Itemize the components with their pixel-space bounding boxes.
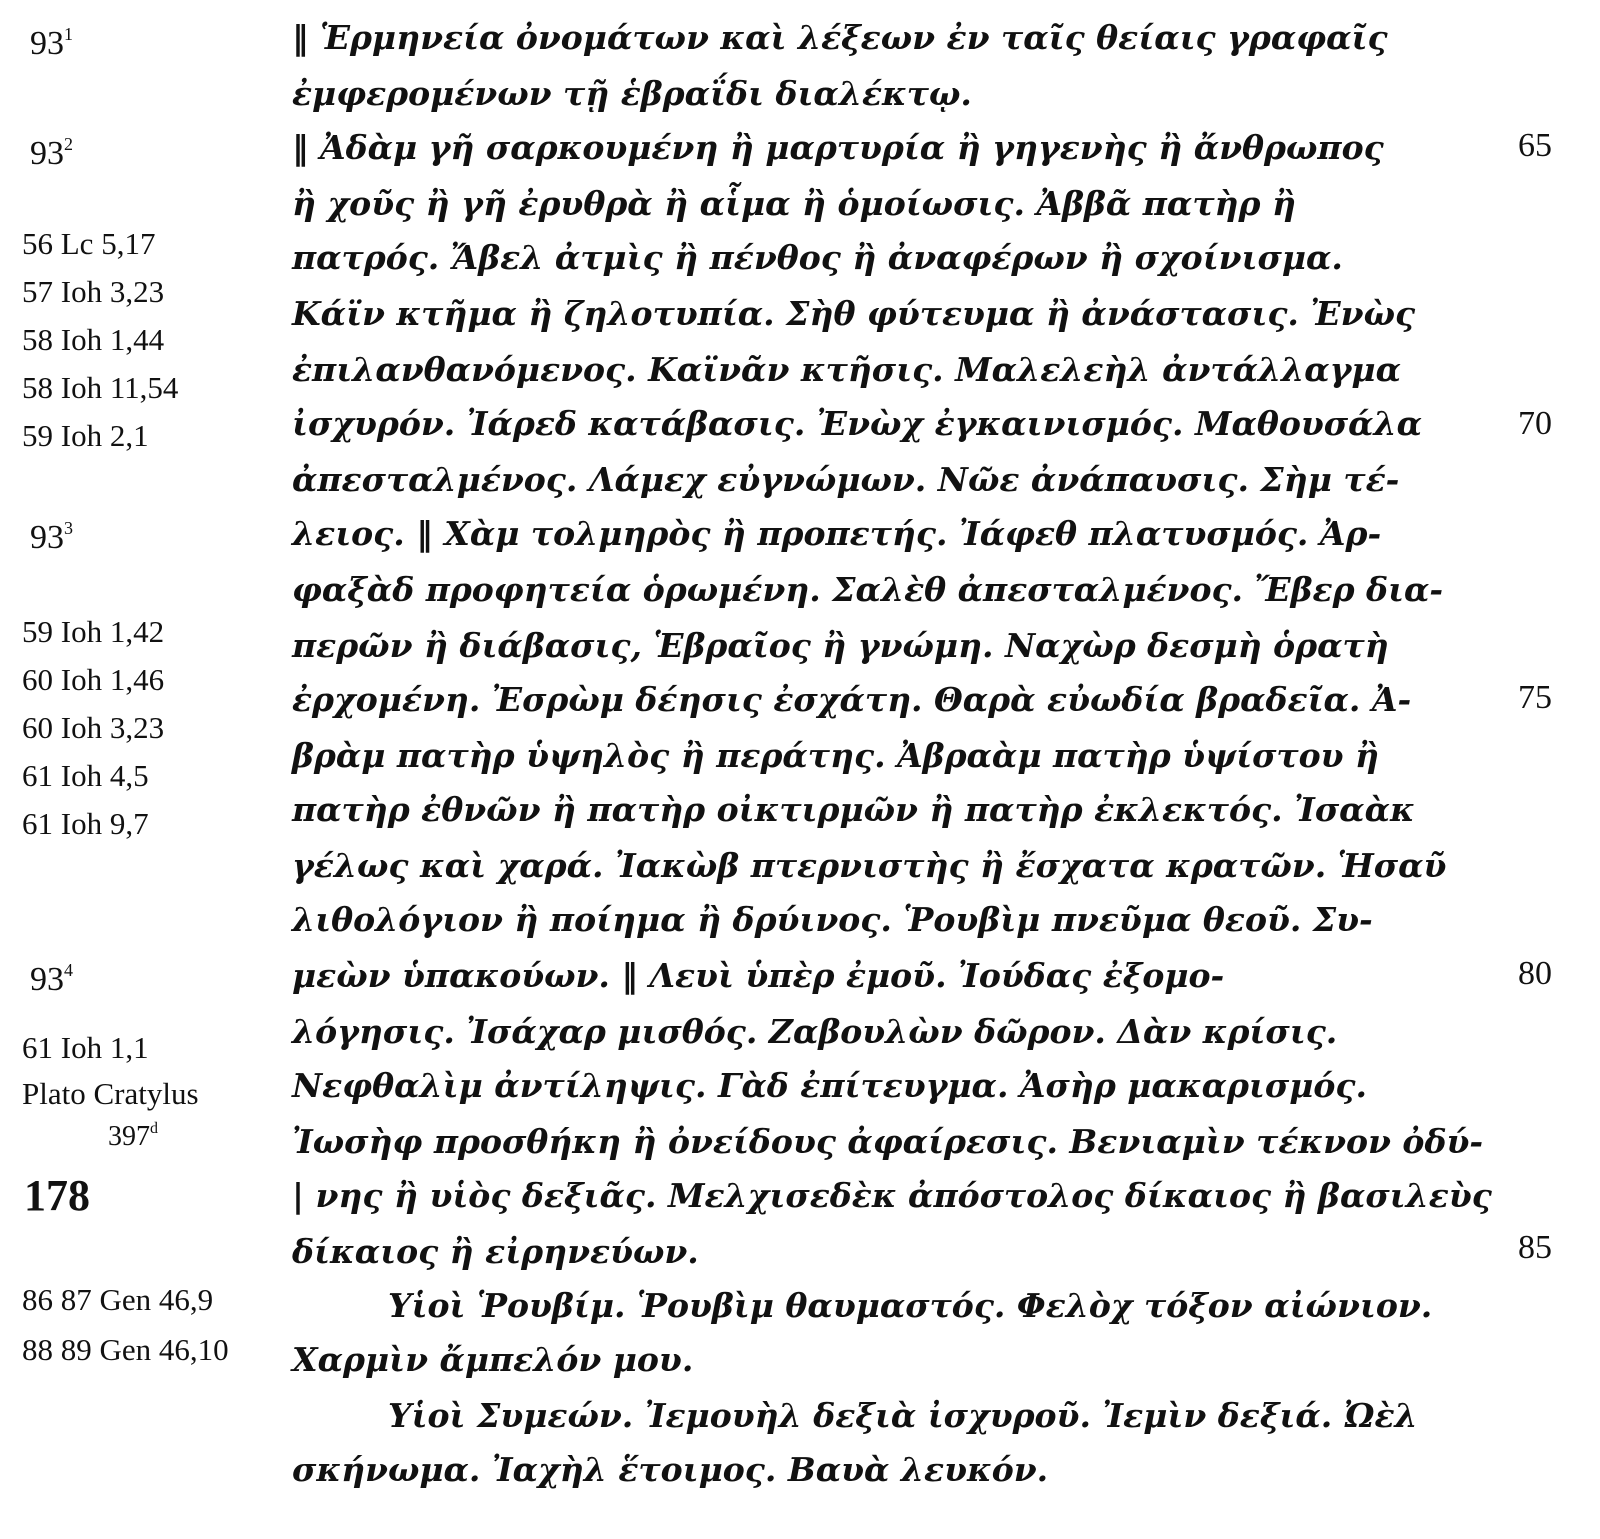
margin-citation: 61 Ioh 4,5 bbox=[22, 758, 149, 793]
text-line: ἢ χοῦς ἢ γῆ ἐρυθρὰ ἢ αἷμα ἢ ὁμοίωσις. Ἀββᾶ πατὴρ ἢ bbox=[292, 184, 1296, 223]
text-line: σκήνωμα. Ἰαχὴλ ἕτοιμος. Βαυὰ λευκόν. bbox=[292, 1450, 1049, 1489]
margin-citation: 58 Ioh 1,44 bbox=[22, 322, 165, 357]
margin-citation: 58 Ioh 11,54 bbox=[22, 370, 179, 405]
line-number: 85 bbox=[1518, 1229, 1552, 1266]
chapter-ref: $93^3$ bbox=[30, 518, 73, 556]
text-line: | νης ἢ υἱὸς δεξιᾶς. Μελχισεδὲκ ἀπόστολος δίκαιος ἢ βασιλεὺς bbox=[292, 1176, 1492, 1215]
text-line: ἐρχομένη. Ἐσρὼμ δέησις ἐσχάτη. Θαρὰ εὐωδία βραδεῖα. Ἀ- bbox=[292, 680, 1412, 719]
text-line: ἀπεσταλμένος. Λάμεχ εὐγνώμων. Νῶε ἀνάπαυσις. Σὴμ τέ- bbox=[292, 460, 1400, 499]
text-line: πατὴρ ἐθνῶν ἢ πατὴρ οἰκτιρμῶν ἢ πατὴρ ἐκλεκτός. Ἰσαὰκ bbox=[292, 790, 1415, 829]
text-line: Χαρμὶν ἄμπελόν μου. bbox=[292, 1340, 694, 1379]
chapter-ref: $93^1$ bbox=[30, 24, 73, 62]
line-number: 65 bbox=[1518, 127, 1552, 164]
text-line: περῶν ἢ διάβασις, Ἑβραῖος ἢ γνώμη. Ναχὼρ δεσμὴ ὁρατὴ bbox=[292, 626, 1389, 665]
text-line: Νεφθαλὶμ ἀντίληψις. Γὰδ ἐπίτευγμα. Ἀσὴρ μακαρισμός. bbox=[292, 1066, 1367, 1105]
margin-citation: 56 Lc 5,17 bbox=[22, 226, 156, 261]
text-line: δίκαιος ἢ εἰρηνεύων. bbox=[292, 1232, 699, 1271]
margin-citation: 61 Ioh 1,1 bbox=[22, 1030, 149, 1065]
line-number: 75 bbox=[1518, 679, 1552, 716]
margin-citation: 88 89 Gen 46,10 bbox=[22, 1332, 229, 1367]
text-line: ἐμφερομένων τῇ ἑβραΐδι διαλέκτῳ. bbox=[292, 74, 972, 113]
page-number: 178 bbox=[24, 1171, 90, 1220]
text-line: βρὰμ πατὴρ ὑψηλὸς ἢ περάτης. Ἀβραὰμ πατὴρ ὑψίστου ἢ bbox=[292, 736, 1380, 775]
margin-citation: 59 Ioh 2,1 bbox=[22, 418, 149, 453]
margin-citation: 57 Ioh 3,23 bbox=[22, 274, 165, 309]
margin-citation: Plato Cratylus bbox=[22, 1076, 199, 1111]
text-line: Ἰωσὴφ προσθήκη ἢ ὀνείδους ἀφαίρεσις. Βενιαμὶν τέκνον ὀδύ- bbox=[292, 1122, 1484, 1161]
text-line: λόγησις. Ἰσάχαρ μισθός. Ζαβουλὼν δῶρον. Δὰν κρίσις. bbox=[292, 1012, 1338, 1051]
text-line: Υἱοὶ Ῥουβίμ. Ῥουβὶμ θαυμαστός. Φελὸχ τόξον αἰώνιον. bbox=[388, 1286, 1433, 1325]
text-line: φαξὰδ προφητεία ὁρωμένη. Σαλὲθ ἀπεσταλμένος. Ἔβερ δια- bbox=[292, 570, 1444, 609]
plato-page-ref: 397$^d$ bbox=[108, 1120, 158, 1152]
text-line: ‖ Ἑρμηνεία ὀνομάτων καὶ λέξεων ἐν ταῖς θείαις γραφαῖς bbox=[292, 18, 1388, 57]
text-line: Υἱοὶ Συμεών. Ἰεμουὴλ δεξιὰ ἰσχυροῦ. Ἰεμὶν δεξιά. Ὠὲλ bbox=[388, 1396, 1418, 1435]
margin-citation: 59 Ioh 1,42 bbox=[22, 614, 165, 649]
text-line: μεὼν ὑπακούων. ‖ Λευὶ ὑπὲρ ἐμοῦ. Ἰούδας ἐξομο- bbox=[292, 956, 1225, 995]
text-line: γέλως καὶ χαρά. Ἰακὼβ πτερνιστὴς ἢ ἔσχατα κρατῶν. Ἡσαῦ bbox=[292, 846, 1447, 885]
text-line: λιθολόγιον ἢ ποίημα ἢ δρύινος. Ῥουβὶμ πνεῦμα θεοῦ. Συ- bbox=[292, 900, 1373, 939]
line-number: 70 bbox=[1518, 405, 1552, 442]
text-line: λειος. ‖ Χὰμ τολμηρὸς ἢ προπετής. Ἰάφεθ πλατυσμός. Ἀρ- bbox=[292, 514, 1382, 553]
text-line: πατρός. Ἄβελ ἀτμὶς ἢ πένθος ἢ ἀναφέρων ἢ σχοίνισμα. bbox=[292, 238, 1343, 277]
text-line: ἐπιλανθανόμενος. Καϊνᾶν κτῆσις. Μαλελεὴλ ἀντάλλαγμα bbox=[292, 350, 1401, 389]
line-number: 80 bbox=[1518, 955, 1552, 992]
margin-citation: 60 Ioh 1,46 bbox=[22, 662, 165, 697]
margin-citation: 86 87 Gen 46,9 bbox=[22, 1282, 214, 1317]
text-line: Κάϊν κτῆμα ἢ ζηλοτυπία. Σὴθ φύτευμα ἢ ἀνάστασις. Ἐνὼς bbox=[292, 294, 1416, 333]
text-line: ἰσχυρόν. Ἰάρεδ κατάβασις. Ἐνὼχ ἐγκαινισμός. Μαθουσάλα bbox=[292, 404, 1423, 443]
margin-citation: 60 Ioh 3,23 bbox=[22, 710, 165, 745]
chapter-ref: $93^4$ bbox=[30, 960, 73, 998]
margin-citation: 61 Ioh 9,7 bbox=[22, 806, 149, 841]
chapter-ref: $93^2$ bbox=[30, 134, 73, 172]
text-line: ‖ Ἀδὰμ γῆ σαρκουμένη ἢ μαρτυρία ἢ γηγενὴς ἢ ἄνθρωπος bbox=[292, 128, 1384, 167]
